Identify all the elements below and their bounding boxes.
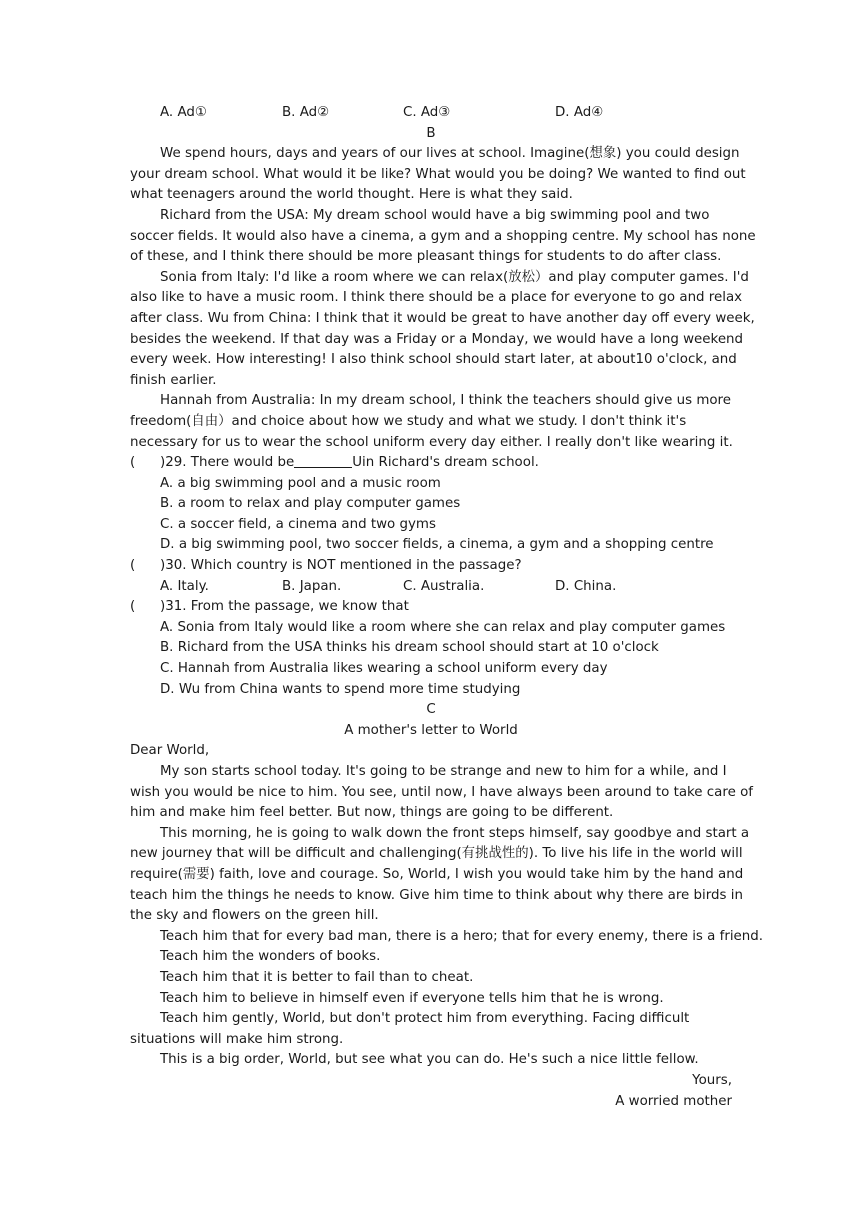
passage-line: every week. How interesting! I also think school should start later, at about10 o'clock, and: [130, 352, 737, 368]
section-b-passage: [130, 144, 756, 453]
letter-line: This is a big order, World, but see what you can do. He's such a nice little fellow.: [160, 1052, 699, 1068]
question-stem: )29. There would be: [160, 455, 295, 471]
q29-option-d: D. a big swimming pool, two soccer fields, a cinema, a gym and a shopping centre: [160, 537, 714, 553]
passage-line: soccer fields. It would also have a cinema, a gym and a shopping centre. My school has none: [130, 228, 756, 244]
answer-paren: (: [130, 558, 136, 574]
question-stem: )31. From the passage, we know that: [160, 599, 409, 615]
letter-line: the sky and flowers on the green hill.: [130, 908, 379, 924]
q31-option-b: B. Richard from the USA thinks his dream school should start at 10 o'clock: [160, 640, 659, 656]
question-31: [130, 597, 732, 618]
passage-line: Sonia from Italy: I'd like a room where we can relax(放松）and play computer games. I'd: [160, 269, 749, 285]
passage-line: We spend hours, days and years of our lives at school. Imagine(想象) you could design: [160, 146, 740, 162]
q29-option-a: A. a big swimming pool and a music room: [160, 475, 441, 491]
letter-closing: Yours,: [692, 1072, 732, 1088]
letter-body: [130, 762, 764, 1071]
letter-line: Teach him the wonders of books.: [160, 949, 381, 965]
passage-line: besides the weekend. If that day was a Friday or a Monday, we would have a long weekend: [130, 331, 744, 347]
question-stem-tail: in Richard's dream school.: [362, 455, 539, 471]
letter-line: require(需要) faith, love and courage. So, World, I wish you would take him by the hand and: [130, 866, 744, 882]
letter-line: Teach him to believe in himself even if everyone tells him that he is wrong.: [160, 990, 664, 1006]
passage-line: of these, and I think there should be more pleasant things for students to do after class.: [130, 249, 722, 265]
top-option-a: A. Ad①: [160, 105, 207, 120]
answer-blank: [294, 453, 352, 468]
letter-line: Teach him that for every bad man, there is a hero; that for every enemy, there is a friend.: [160, 928, 764, 944]
passage-line: Richard from the USA: My dream school would have a big swimming pool and two: [160, 207, 710, 223]
passage-line: finish earlier.: [130, 372, 217, 388]
letter-line: My son starts school today. It's going to be strange and new to him for a while, and I: [160, 764, 727, 779]
letter-line: teach him the things he needs to know. Give him time to think about why there are birds in: [130, 887, 743, 903]
q30-option-c: C. Australia.: [403, 578, 485, 594]
answer-paren: (: [130, 599, 136, 615]
passage-line: your dream school. What would it be like? What would you be doing? We wanted to find out: [130, 166, 746, 182]
top-option-c: C. Ad③: [403, 105, 451, 120]
answer-paren: (: [130, 455, 136, 471]
letter-line: wish you would be nice to him. You see, until now, I have always been around to take care of: [130, 784, 753, 800]
q29-option-b: B. a room to relax and play computer games: [160, 496, 461, 512]
passage-line: after class. Wu from China: I think that it would be great to have another day off every week,: [130, 310, 755, 326]
letter-line: Teach him gently, World, but don't protect him from everything. Facing difficult: [160, 1011, 690, 1027]
q31-option-a: A. Sonia from Italy would like a room where she can relax and play computer games: [160, 619, 726, 635]
passage-line: also like to have a music room. I think there should be a place for everyone to go and relax: [130, 290, 743, 306]
question-stem: )30. Which country is NOT mentioned in the passage?: [160, 558, 522, 574]
passage-line: necessary for us to wear the school uniform every day either. I really don't like wearing it.: [130, 434, 733, 450]
q30-option-a: A. Italy.: [160, 578, 209, 594]
letter-line: situations will make him strong.: [130, 1031, 344, 1047]
top-option-b: B. Ad②: [282, 105, 330, 120]
question-29: [130, 453, 732, 474]
document-page: [130, 103, 764, 1112]
top-options-row: [130, 103, 732, 124]
section-c-heading: C: [426, 702, 436, 718]
letter-line: him and make him feel better. But now, things are going to be different.: [130, 805, 614, 821]
passage-line: freedom(自由）and choice about how we study and what we study. I don't think it's: [130, 413, 687, 429]
letter-line: This morning, he is going to walk down the front steps himself, say goodbye and start a: [160, 825, 750, 841]
letter-title: A mother's letter to World: [344, 722, 518, 738]
letter-line: Teach him that it is better to fail than to cheat.: [160, 969, 474, 985]
q31-option-c: C. Hannah from Australia likes wearing a school uniform every day: [160, 661, 608, 677]
passage-line: what teenagers around the world thought. Here is what they said.: [130, 187, 573, 203]
section-b-heading: B: [426, 125, 436, 141]
letter-line: new journey that will be difficult and challenging(有挑战性的). To live his life in the world will: [130, 846, 743, 862]
q31-option-d: D. Wu from China wants to spend more time studying: [160, 681, 521, 697]
top-option-d: D. Ad④: [555, 105, 604, 120]
q30-options-row: [130, 577, 732, 598]
letter-salutation: Dear World,: [130, 743, 210, 759]
blank-char: U: [352, 455, 363, 471]
letter-signature: A worried mother: [615, 1093, 732, 1109]
passage-line: Hannah from Australia: In my dream school, I think the teachers should give us more: [160, 393, 732, 409]
question-30: [130, 556, 732, 577]
q30-option-b: B. Japan.: [282, 578, 342, 594]
q30-option-d: D. China.: [555, 578, 617, 594]
q29-option-c: C. a soccer field, a cinema and two gyms: [160, 516, 436, 532]
